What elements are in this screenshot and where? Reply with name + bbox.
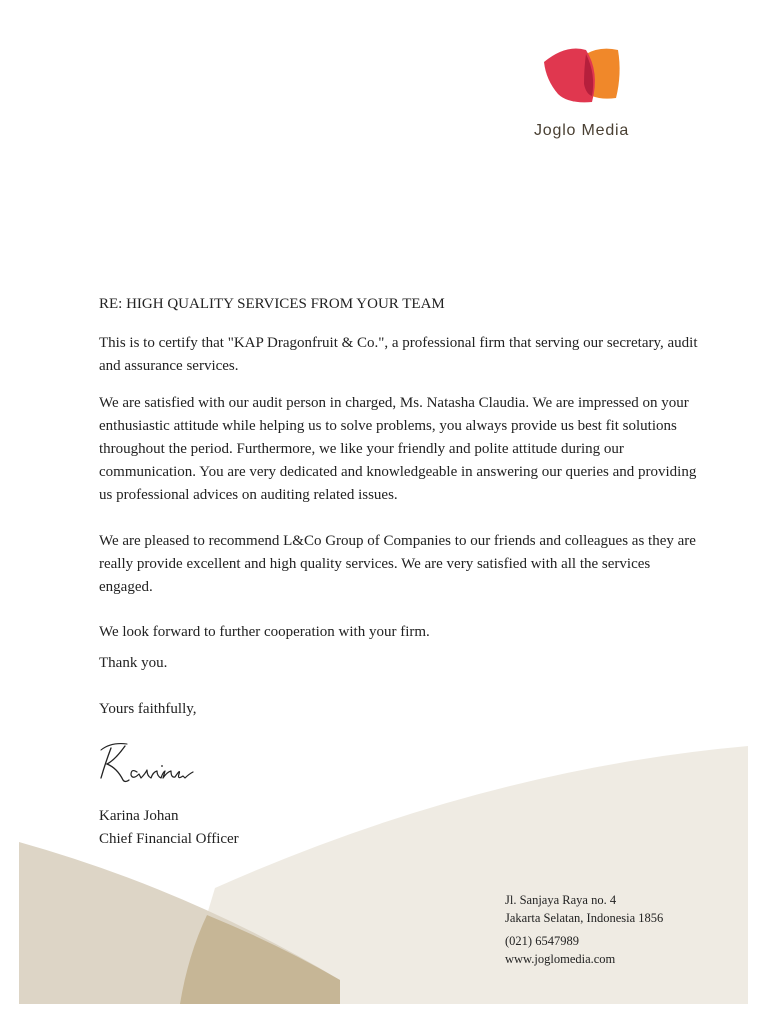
two-petal-logo-icon <box>540 44 624 106</box>
signer-block <box>99 805 239 851</box>
closing: Yours faithfully, <box>99 701 197 717</box>
address-line-2: Jakarta Selatan, Indonesia 1856 <box>505 910 664 925</box>
footer-contact <box>505 892 663 968</box>
paragraph-1: This is to certify that "KAP Dragonfruit & Co.", a professional firm that serving our secretary, audit and assurance services. <box>99 335 698 374</box>
paragraph-2: We are satisfied with our audit person in charged, Ms. Natasha Claudia. We are impressed on your enthusiastic attitude while helping us to solve problems, you always provide us best fit solutions throughout the period. Furthermore, we like your friendly and polite attitude during our communication. You are very dedicated and knowledgeable in answering our queries and providing us professional advices on auditing related issues. <box>99 395 697 503</box>
brand-name: Joglo Media <box>534 122 630 139</box>
phone-number: (021) 6547989 <box>505 934 579 948</box>
paragraph-5: Thank you. <box>99 655 168 671</box>
signer-title: Chief Financial Officer <box>99 831 239 847</box>
address-line-1: Jl. Sanjaya Raya no. 4 <box>505 893 617 907</box>
signer-name: Karina Johan <box>99 808 179 824</box>
letter-body <box>99 293 699 721</box>
letter-subject: RE: HIGH QUALITY SERVICES FROM YOUR TEAM <box>99 296 445 312</box>
website-link[interactable]: www.joglomedia.com <box>505 951 616 966</box>
handwritten-signature <box>97 738 237 788</box>
paragraph-4: We look forward to further cooperation with your firm. <box>99 624 430 640</box>
paragraph-3: We are pleased to recommend L&Co Group of Companies to our friends and colleagues as they are really provide excellent and high quality services. We are very satisfied with all the services engaged. <box>99 533 696 595</box>
